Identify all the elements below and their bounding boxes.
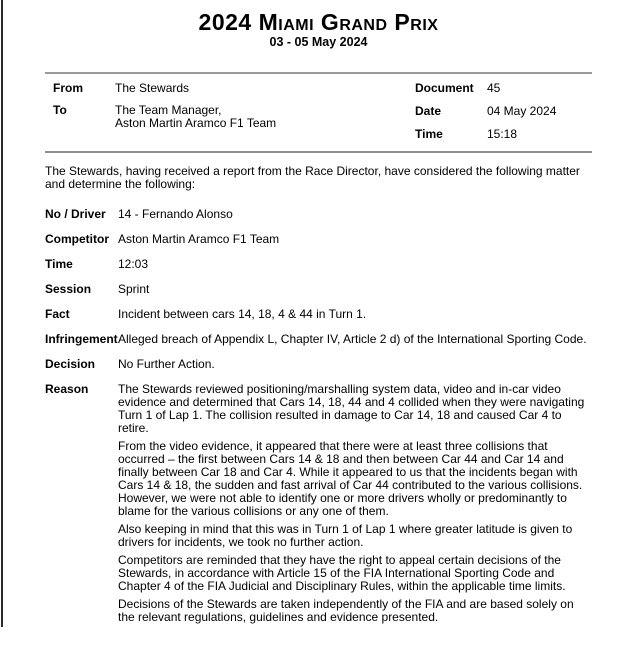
- to-label: To: [53, 103, 67, 117]
- time-value: 15:18: [487, 127, 518, 141]
- to-value: [115, 104, 415, 130]
- reason-value: [118, 383, 592, 624]
- competitor-value: Aston Martin Aramco F1 Team: [118, 232, 280, 246]
- field-row-reason: [45, 383, 592, 624]
- session-label: Session: [45, 282, 92, 296]
- from-value: The Stewards: [115, 81, 190, 95]
- event-title: 2024 Miami Grand Prix: [198, 9, 439, 35]
- to-value-line2: Aston Martin Aramco F1 Team: [115, 116, 277, 130]
- reason-paragraph-5: Decisions of the Stewards are taken independently of the FIA and are based solely on the relevant regulations, guidelines and evidence presented.: [118, 597, 574, 624]
- decision-value: No Further Action.: [118, 357, 215, 371]
- document-label: Document: [415, 81, 474, 95]
- session-value: Sprint: [118, 282, 150, 296]
- reason-paragraph-3: Also keeping in mind that this was in Turn 1 of Lap 1 where greater latitude is given to drivers for incidents, we took no further action.: [118, 522, 573, 549]
- field-row-fact: [45, 308, 592, 321]
- field-row-no-driver: [45, 208, 592, 221]
- header-meta-table: [45, 72, 592, 153]
- document-content: [45, 0, 592, 636]
- reason-paragraph-1: The Stewards reviewed positioning/marshalling system data, video and in-car video evidence and determined that Cars 14, 18, 44 and 4 collided when they were navigating Turn 1 of Lap 1. The collision resulted in damage to Car 14, 18 and caused Car 4 to retire.: [118, 382, 585, 435]
- reason-paragraph-2: From the video evidence, it appeared that there were at least three collisions that occurred – the first between Cars 14 & 18 and then between Car 44 and Car 14 and finally between Car 18 and Car 4. While it appeared to us that the incidents began with Cars 14 & 18, the sudden and fast arrival of Car 44 contributed to the various collisions. However, we were not able to identify one or more drivers wholly or predominantly to blame for the various collisions or any one of them.: [118, 439, 583, 518]
- intro-paragraph: The Stewards, having received a report from the Race Director, have considered the following matter and determine the following:: [45, 164, 580, 191]
- to-value-line1: The Team Manager,: [115, 103, 222, 117]
- fact-value: Incident between cars 14, 18, 4 & 44 in Turn 1.: [118, 307, 367, 321]
- meta-from-to-block: [53, 82, 415, 141]
- date-value: 04 May 2024: [487, 104, 557, 118]
- fact-label: Fact: [45, 307, 70, 321]
- decision-fields: [45, 208, 592, 624]
- page-left-border: [1, 0, 3, 627]
- time-field-value: 12:03: [118, 257, 149, 271]
- no-driver-value: 14 - Fernando Alonso: [118, 207, 233, 221]
- event-date-range: 03 - 05 May 2024: [269, 35, 368, 49]
- no-driver-label: No / Driver: [45, 207, 106, 221]
- document-number: 45: [487, 81, 501, 95]
- competitor-label: Competitor: [45, 232, 109, 246]
- time-label: Time: [415, 127, 443, 141]
- field-row-decision: [45, 358, 592, 371]
- field-row-session: [45, 283, 592, 296]
- time-field-label: Time: [45, 257, 73, 271]
- field-row-infringement: [45, 333, 592, 346]
- from-label: From: [53, 81, 83, 95]
- field-row-time: [45, 258, 592, 271]
- infringement-label: Infringement: [45, 332, 118, 346]
- field-row-competitor: [45, 233, 592, 246]
- meta-document-block: [415, 82, 592, 141]
- decision-label: Decision: [45, 357, 96, 371]
- infringement-value: Alleged breach of Appendix L, Chapter IV, Article 2 d) of the International Sporting Code.: [118, 332, 587, 346]
- reason-paragraph-4: Competitors are reminded that they have the right to appeal certain decisions of the Stewards, in accordance with Article 15 of the FIA International Sporting Code and Chapter 4 of the FIA Judicial and Disciplinary Rules, within the applicable time limits.: [118, 553, 566, 593]
- reason-label: Reason: [45, 382, 89, 396]
- date-label: Date: [415, 104, 442, 118]
